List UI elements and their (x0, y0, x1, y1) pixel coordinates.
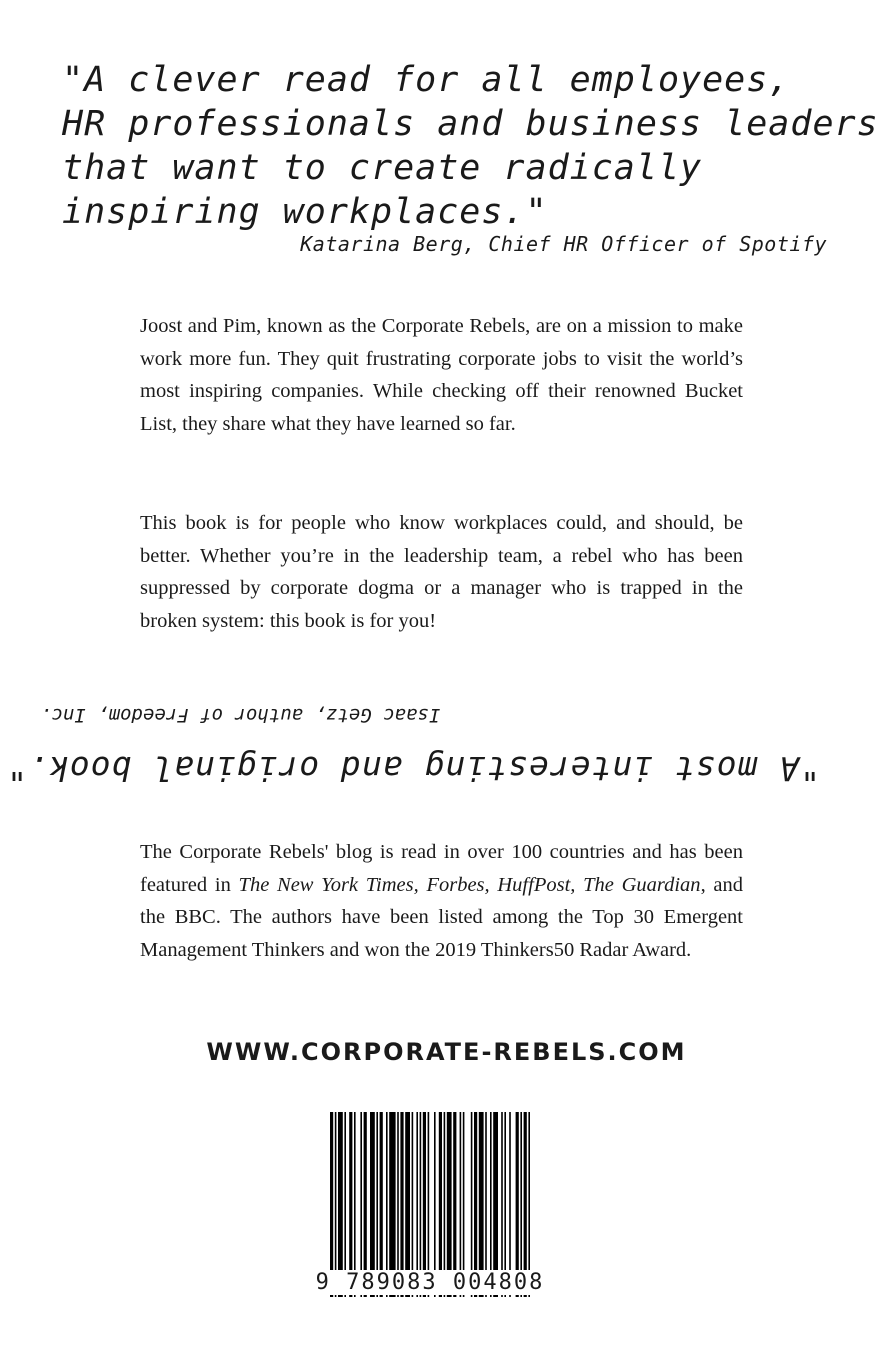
quote-text-getz: "A most interesting and original book." (6, 749, 820, 788)
audience-paragraph: This book is for people who know workplaces could, and should, be better. Whether you’re in the leadership team, a rebel who has been suppressed by corporate dogma or a manager who is trapped in the broken system: this book is for you! (140, 512, 743, 632)
isbn-number (314, 1270, 546, 1295)
upside-down-endorsement (6, 688, 820, 788)
quote-line: HR professionals and business leaders (62, 104, 879, 144)
credentials-text-start: The Corporate Rebels' blog is read in over 100 countries and has been featured in (140, 841, 743, 896)
isbn-digits: 9 789083 004808 (315, 1270, 545, 1295)
quote-attribution-spotify: Katarina Berg, Chief HR Officer of Spotify (300, 232, 827, 256)
quote-line: that want to create radically (62, 148, 703, 188)
website-url[interactable]: WWW.CORPORATE-REBELS.COM (206, 1038, 687, 1066)
credentials-paragraph (140, 836, 743, 966)
endorsement-quote-spotify (62, 58, 879, 234)
quote-line: "A clever read for all employees, (62, 60, 791, 100)
intro-paragraph: Joost and Pim, known as the Corporate Rebels, are on a mission to make work more fun. They quit frustrating corporate jobs to visit the world’s most inspiring companies. While checking off their renowned Bucket List, they share what they have learned so far. (140, 315, 743, 435)
quote-line: inspiring workplaces." (62, 192, 548, 232)
publication-names: The New York Times, Forbes, HuffPost, The Guardian (238, 873, 701, 896)
credentials-text-end: , and the BBC. The authors have been listed among the Top 30 Emergent Management Thinkers and won the 2019 Thinkers50 Radar Award. (140, 873, 744, 961)
quote-attribution-getz: Isaac Getz, author of Freedom, Inc. (40, 704, 441, 726)
